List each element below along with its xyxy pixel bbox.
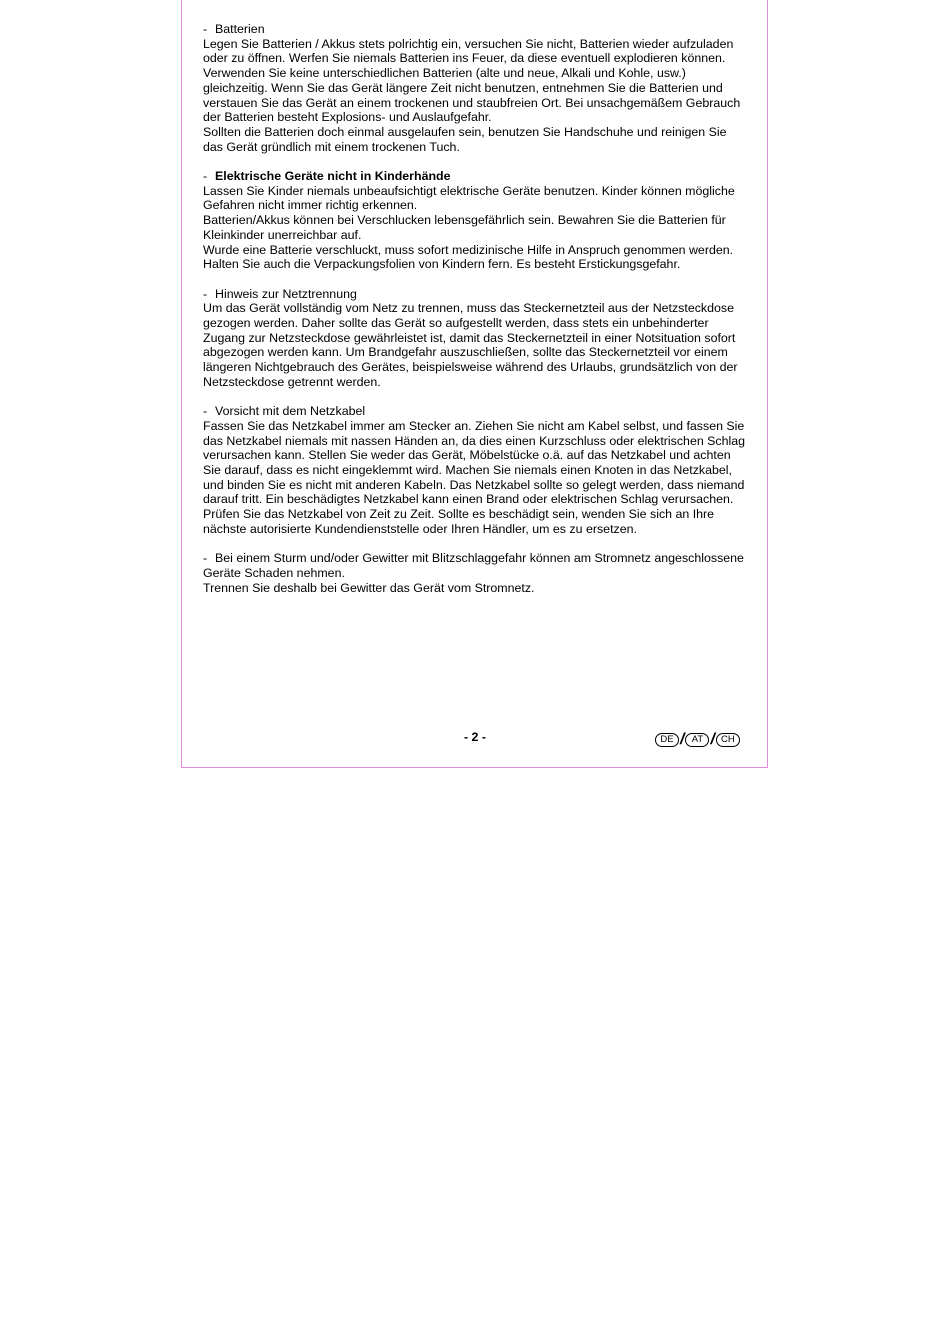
section-heading: - Hinweis zur Netztrennung xyxy=(203,286,357,301)
paragraph: Wurde eine Batterie verschluckt, muss sofort medizinische Hilfe in Anspruch genommen werden. xyxy=(203,242,734,257)
paragraph: Fassen Sie das Netzkabel immer am Stecker an. Ziehen Sie nicht am Kabel selbst, und fassen Sie das Netzkabel niemals mit nassen Händen an, da dies einen Kurzschluss oder elektrischen Schlag verursachen kann. Stellen Sie weder das Gerät, Möbelstücke o.ä. auf das Netzkabel und achten Sie darauf, dass es nicht eingeklemmt wird. Machen Sie niemals einen Knoten in das Netzkabel, und binden Sie es nicht mit anderen Kabeln. Das Netzkabel sollte so gelegt werden, dass niemand darauf tritt. Ein beschädigtes Netzkabel kann einen Brand oder elektrischen Schlag verursachen. Prüfen Sie das Netzkabel von Zeit zu Zeit. Sollte es beschädigt sein, wenden Sie sich an Ihre nächste autorisierte Kundendienststelle oder Ihren Händler, um es zu ersetzen. xyxy=(203,418,746,536)
paragraph: Batterien/Akkus können bei Verschlucken lebensgefährlich sein. Bewahren Sie die Batterien für Kleinkinder unerreichbar auf. xyxy=(203,213,726,242)
paragraph: Lassen Sie Kinder niemals unbeaufsichtigt elektrische Geräte benutzen. Kinder können mögliche Gefahren nicht immer richtig erkennen. xyxy=(203,183,735,213)
slash-separator: / xyxy=(710,731,715,748)
section-netzkabel xyxy=(203,404,748,536)
section-batterien xyxy=(203,22,748,154)
section-heading: - Bei einem Sturm und/oder Gewitter mit Blitzschlaggefahr können am Stromnetz angeschlossene Geräte Schaden nehmen. xyxy=(203,551,744,580)
country-badges xyxy=(655,732,740,748)
country-badge-de: DE xyxy=(655,733,679,747)
paragraph: Legen Sie Batterien / Akkus stets polrichtig ein, versuchen Sie nicht, Batterien wieder aufzuladen oder zu öffnen. Werfen Sie niemals Batterien ins Feuer, da diese eventuell explodieren können. Verwenden Sie keine unterschiedlichen Batterien (alte und neue, Alkali und Kohle, usw.) gleichzeitig. Wenn Sie das Gerät längere Zeit nicht benutzen, entnehmen Sie die Batterien und verstauen Sie das Gerät an einem trockenen und staubfreien Ort. Bei unsachgemäßem Gebrauch der Batterien besteht Explosions- und Auslaufgefahr. xyxy=(203,36,741,125)
section-heading: - Batterien xyxy=(203,22,265,36)
section-heading: - Elektrische Geräte nicht in Kinderhände xyxy=(203,169,451,184)
section-kinder xyxy=(203,169,748,272)
document-body xyxy=(203,22,748,610)
paragraph: Um das Gerät vollständig vom Netz zu trennen, muss das Steckernetzteil aus der Netzsteckdose gezogen werden. Daher sollte das Gerät so aufgestellt werden, dass stets ein unbehinderter Zugang zur Netzsteckdose gewährleistet ist, damit das Steckernetzteil in einer Notsituation sofort abgezogen werden kann. Um Brandgefahr auszuschließen, sollte das Steckernetzteil vor einem längeren Nichtgebrauch des Gerätes, beispielsweise während des Urlaubs, grundsätzlich von der Netzsteckdose getrennt werden. xyxy=(203,301,738,389)
section-heading: - Vorsicht mit dem Netzkabel xyxy=(203,404,366,419)
country-badge-at: AT xyxy=(685,733,709,747)
section-gewitter xyxy=(203,551,748,595)
paragraph: Halten Sie auch die Verpackungsfolien von Kindern fern. Es besteht Erstickungsgefahr. xyxy=(203,257,681,272)
slash-separator: / xyxy=(680,731,685,748)
section-netztrennung xyxy=(203,287,748,390)
country-badge-ch: CH xyxy=(716,733,740,747)
paragraph: Trennen Sie deshalb bei Gewitter das Gerät vom Stromnetz. xyxy=(203,580,535,595)
page-number: - 2 - xyxy=(463,730,487,744)
paragraph: Sollten die Batterien doch einmal ausgelaufen sein, benutzen Sie Handschuhe und reinigen Sie das Gerät gründlich mit einem trockenen Tuch. xyxy=(203,124,727,154)
